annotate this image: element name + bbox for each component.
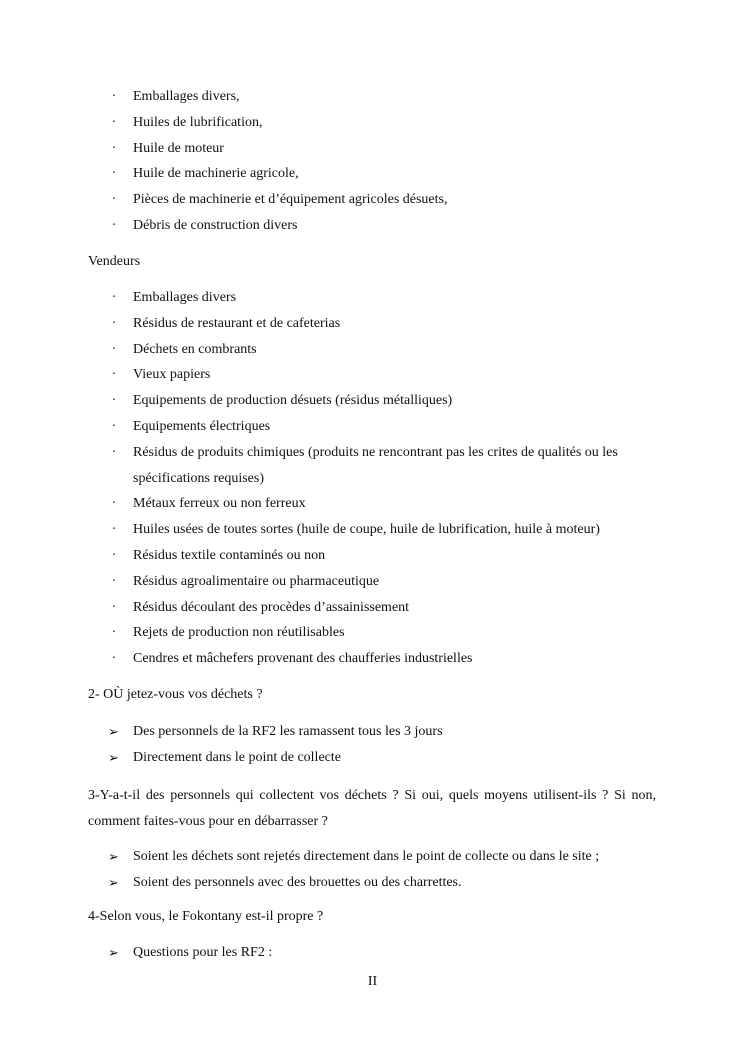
- vendeurs-item: [88, 491, 656, 517]
- waste-top-item: [88, 187, 656, 213]
- waste-top-item-text: Huiles de lubrification,: [133, 114, 263, 130]
- bullet-dot-icon: ·: [111, 599, 117, 615]
- waste-list-top: [88, 84, 656, 239]
- vendeurs-item-text: Huiles usées de toutes sortes (huile de coupe, huile de lubrification, huile à moteur): [133, 522, 600, 538]
- bullet-dot-icon: ·: [111, 393, 117, 409]
- vendeurs-item: [88, 646, 656, 672]
- vendeurs-item: [88, 595, 656, 621]
- question-2: 2- OÙ jetez-vous vos déchets ?: [88, 687, 263, 702]
- arrow-bullet-icon: ➢: [108, 945, 119, 960]
- vendeurs-item-text: Résidus agroalimentaire ou pharmaceutique: [133, 573, 380, 589]
- vendeurs-item-text: Equipements de production désuets (résidus métalliques): [133, 393, 453, 409]
- vendeurs-item: [88, 414, 656, 440]
- arrow-bullet-icon: ➢: [108, 749, 119, 765]
- vendeurs-item-text: Cendres et mâchefers provenant des chaufferies industrielles: [133, 651, 473, 667]
- q3-answer-item: [88, 870, 656, 896]
- vendeurs-item: [88, 337, 656, 363]
- waste-top-item-text: Huile de moteur: [133, 140, 224, 156]
- waste-top-item: [88, 84, 656, 110]
- bullet-dot-icon: ·: [111, 367, 117, 383]
- bullet-dot-icon: ·: [111, 114, 117, 130]
- waste-top-item: [88, 213, 656, 239]
- q2-answer-item-text: Des personnels de la RF2 les ramassent tous les 3 jours: [133, 724, 443, 739]
- vendeurs-item: [88, 362, 656, 388]
- q3-answer-item-text: Soient les déchets sont rejetés directement dans le point de collecte ou dans le site ;: [133, 849, 600, 864]
- vendeurs-item-text: Emballages divers: [133, 290, 237, 305]
- arrow-bullet-icon: ➢: [108, 874, 119, 890]
- vendeurs-item-text: Résidus de restaurant et de cafeterias: [133, 315, 341, 331]
- waste-top-item-text: Huile de machinerie agricole,: [133, 166, 299, 182]
- q3-answer-item: [88, 844, 656, 870]
- vendeurs-heading: Vendeurs: [88, 254, 141, 269]
- vendeurs-item-text: Résidus découlant des procèdes d’assainissement: [133, 599, 410, 615]
- vendeurs-item: [88, 620, 656, 646]
- arrow-bullet-icon: ➢: [108, 724, 119, 739]
- bullet-dot-icon: ·: [111, 496, 117, 512]
- arrow-bullet-icon: ➢: [108, 849, 119, 864]
- q4-answer-item: [88, 940, 656, 966]
- question-3-section: [88, 783, 656, 835]
- vendeurs-section: [88, 249, 656, 275]
- bullet-dot-icon: ·: [111, 418, 117, 434]
- waste-top-item: [88, 161, 656, 187]
- question-2-answers: [88, 719, 656, 771]
- bullet-dot-icon: ·: [111, 651, 117, 667]
- vendeurs-item-text: Equipements électriques: [133, 418, 271, 434]
- question-4: 4-Selon vous, le Fokontany est-il propre ?: [88, 909, 324, 924]
- question-3: 3-Y-a-t-il des personnels qui collectent vos déchets ? Si oui, quels moyens utilisent-ils ? Si non, comment faites-vous pour en débarrasser ?: [88, 788, 656, 829]
- q2-answer-item-text: Directement dans le point de collecte: [133, 749, 341, 765]
- vendeurs-item-text: Résidus de produits chimiques (produits ne rencontrant pas les crites de qualités ou les spécifications requises): [133, 444, 618, 486]
- bullet-dot-icon: ·: [111, 625, 117, 641]
- vendeurs-item-text: Rejets de production non réutilisables: [133, 625, 345, 641]
- question-2-section: [88, 682, 656, 708]
- bullet-dot-icon: ·: [111, 341, 117, 357]
- q3-answer-item-text: Soient des personnels avec des brouettes ou des charrettes.: [133, 874, 462, 890]
- bullet-dot-icon: ·: [111, 444, 117, 460]
- bullet-dot-icon: ·: [111, 315, 117, 331]
- q2-answer-item: [88, 719, 656, 745]
- vendeurs-item-text: Déchets en combrants: [133, 341, 257, 357]
- vendeurs-item: [88, 285, 656, 311]
- vendeurs-item: [88, 517, 656, 543]
- bullet-dot-icon: ·: [111, 522, 117, 538]
- vendeurs-item-text: Métaux ferreux ou non ferreux: [133, 496, 306, 512]
- waste-top-item-text: Emballages divers,: [133, 89, 240, 104]
- bullet-dot-icon: ·: [111, 192, 117, 208]
- vendeurs-item: [88, 388, 656, 414]
- page-number: II: [367, 974, 378, 989]
- vendeurs-item-text: Vieux papiers: [133, 367, 211, 383]
- vendeurs-item: [88, 440, 656, 492]
- vendeurs-list: [88, 285, 656, 672]
- bullet-dot-icon: ·: [111, 573, 117, 589]
- bullet-dot-icon: ·: [111, 166, 117, 182]
- bullet-dot-icon: ·: [111, 547, 117, 563]
- bullet-dot-icon: ·: [111, 140, 117, 156]
- q4-answer-item-text: Questions pour les RF2 :: [133, 945, 273, 960]
- waste-top-item-text: Pièces de machinerie et d’équipement agricoles désuets,: [133, 192, 448, 208]
- waste-top-item: [88, 110, 656, 136]
- question-3-answers: [88, 844, 656, 896]
- question-4-section: [88, 904, 656, 930]
- question-4-answers: [88, 940, 656, 966]
- waste-top-item-text: Débris de construction divers: [133, 217, 298, 233]
- bullet-dot-icon: ·: [111, 89, 117, 104]
- waste-top-item: [88, 136, 656, 162]
- vendeurs-item: [88, 311, 656, 337]
- bullet-dot-icon: ·: [111, 290, 117, 305]
- vendeurs-item: [88, 543, 656, 569]
- q2-answer-item: [88, 745, 656, 771]
- vendeurs-item: [88, 569, 656, 595]
- vendeurs-item-text: Résidus textile contaminés ou non: [133, 547, 326, 563]
- bullet-dot-icon: ·: [111, 217, 117, 233]
